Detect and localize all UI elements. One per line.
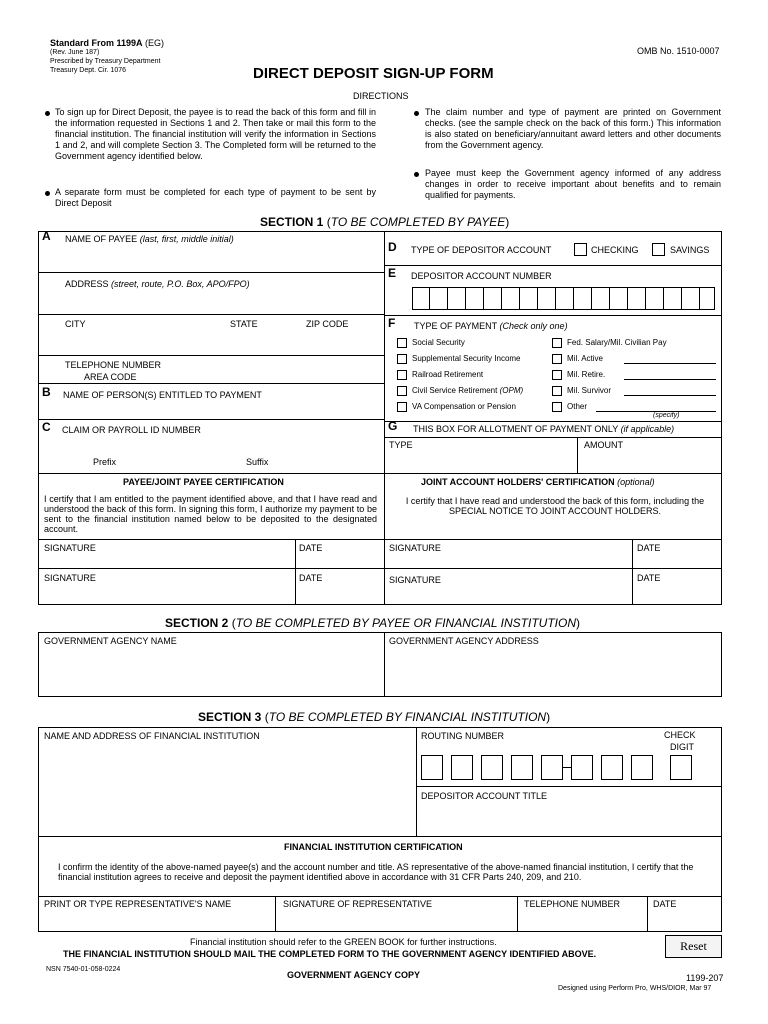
payee-name-field[interactable] <box>40 246 382 270</box>
account-number-label: DEPOSITOR ACCOUNT NUMBER <box>411 271 552 281</box>
payee-date-field-2[interactable] <box>297 585 382 603</box>
routing-digit-box[interactable] <box>541 755 563 780</box>
field-letter-b: B <box>42 385 51 399</box>
rep-telephone-label: TELEPHONE NUMBER <box>524 899 621 909</box>
routing-digit-box[interactable] <box>451 755 473 780</box>
rep-date-label: DATE <box>653 899 677 909</box>
allotment-type-label: TYPE <box>389 440 413 450</box>
fi-cert-text: I confirm the identity of the above-named payee(s) and the account number and title. AS representative of the above-named financial institution, I certify that the financial institution agrees to receive and deposit the payment identified above in accordance with 31 CFR Parts 240, 209, and 210. <box>58 862 694 882</box>
direction-right-1: The claim number and type of payment are printed on Government checks. (see the sample check on the back of this form.) This information is also stated on beneficiary/annuitant award letters and other documents from the Government agency. <box>425 107 721 150</box>
copy-label: GOVERNMENT AGENCY COPY <box>287 970 421 980</box>
social-security-checkbox[interactable] <box>397 338 407 348</box>
account-digit-cell[interactable] <box>466 287 484 309</box>
check-digit-label: CHECK <box>664 730 696 740</box>
rep-name-field[interactable] <box>40 911 273 930</box>
railroad-checkbox[interactable] <box>397 370 407 380</box>
nsn-number: NSN 7540-01-058-0224 <box>46 966 121 973</box>
payment-option-label: Mil. Active <box>567 354 604 363</box>
account-type-label: TYPE OF DEPOSITOR ACCOUNT <box>411 245 552 255</box>
bullet-icon <box>45 111 50 116</box>
mil-retire-checkbox[interactable] <box>552 370 562 380</box>
ssi-checkbox[interactable] <box>397 354 407 364</box>
mil-survivor-checkbox[interactable] <box>552 386 562 396</box>
bullet-icon <box>414 172 419 177</box>
joint-cert-title: JOINT ACCOUNT HOLDERS' CERTIFICATION (optional) <box>421 477 655 487</box>
payment-option-label: Mil. Survivor <box>567 386 612 395</box>
mil-active-line[interactable] <box>624 363 716 364</box>
omb-number: OMB No. 1510-0007 <box>637 46 720 56</box>
fi-cert-title: FINANCIAL INSTITUTION CERTIFICATION <box>284 842 463 852</box>
suffix-label: Suffix <box>246 457 269 467</box>
routing-digit-box[interactable] <box>481 755 503 780</box>
prefix-label: Prefix <box>93 457 117 467</box>
account-digit-cell[interactable] <box>412 287 430 309</box>
check-digit-box[interactable] <box>670 755 692 780</box>
payment-option-label: Mil. Retire. <box>567 370 606 379</box>
routing-digit-box[interactable] <box>511 755 533 780</box>
field-letter-a: A <box>42 229 51 243</box>
joint-signature-label: SIGNATURE <box>389 543 441 553</box>
field-letter-e: E <box>388 266 397 280</box>
account-digit-cell[interactable] <box>682 287 700 309</box>
section1-heading: SECTION 1 (TO BE COMPLETED BY PAYEE) <box>260 215 510 229</box>
account-number-cells <box>412 287 715 310</box>
allotment-type-field[interactable] <box>386 452 575 471</box>
checking-checkbox[interactable] <box>574 243 587 256</box>
revision-label: (Rev. June 187) <box>50 49 100 56</box>
city-state-zip-field[interactable] <box>40 331 382 353</box>
joint-signature-label: SIGNATURE <box>389 575 441 585</box>
zip-label: ZIP CODE <box>306 319 349 329</box>
entitled-person-label: NAME OF PERSON(S) ENTITLED TO PAYMENT <box>63 390 262 400</box>
payee-date-label: DATE <box>299 573 323 583</box>
civil-service-checkbox[interactable] <box>397 386 407 396</box>
designed-by: Designed using Perform Pro, WHS/DIOR, Mar 97 <box>558 985 712 992</box>
payment-option-label: Civil Service Retirement (OPM) <box>412 386 524 395</box>
payee-signature-field-2[interactable] <box>40 585 293 603</box>
other-checkbox[interactable] <box>552 402 562 412</box>
treasury-circular-label: Treasury Dept. Cir. 1076 <box>50 67 126 74</box>
directions-heading: DIRECTIONS <box>353 91 409 101</box>
payee-date-field[interactable] <box>297 553 382 567</box>
payee-signature-label: SIGNATURE <box>44 543 96 553</box>
agency-address-label: GOVERNMENT AGENCY ADDRESS <box>389 636 539 646</box>
direction-left-1: To sign up for Direct Deposit, the payee is to read the back of this form and fill in the information requested in Sections 1 and 2. Then take or mail this form to the financial institution. The financial institution will verify the information in Sections 1 and 2, and will complete Section 3. The Completed form will be returned to the Government agency identified below. <box>55 107 376 161</box>
address-label: ADDRESS (street, route, P.O. Box, APO/FPO) <box>65 279 250 289</box>
standard-form-label: Standard From 1199A (EG) <box>50 38 165 48</box>
fed-salary-checkbox[interactable] <box>552 338 562 348</box>
account-digit-cell[interactable] <box>538 287 556 309</box>
joint-date-field[interactable] <box>634 553 720 567</box>
green-book-note: Financial institution should refer to the GREEN BOOK for further instructions. <box>190 937 497 947</box>
payment-option-label: Social Security <box>412 338 465 347</box>
prescribed-label: Prescribed by Treasury Department <box>50 58 161 65</box>
agency-name-field[interactable] <box>40 650 382 695</box>
mil-survivor-line[interactable] <box>624 395 716 396</box>
joint-signature-field[interactable] <box>386 553 630 567</box>
account-digit-cell[interactable] <box>502 287 520 309</box>
routing-digit-box[interactable] <box>601 755 623 780</box>
mail-instruction: THE FINANCIAL INSTITUTION SHOULD MAIL THE COMPLETED FORM TO THE GOVERNMENT AGENCY IDENTIFIED ABOVE. <box>63 949 597 959</box>
payee-date-label: DATE <box>299 543 323 553</box>
fi-name-label: NAME AND ADDRESS OF FINANCIAL INSTITUTION <box>44 731 260 741</box>
account-title-label: DEPOSITOR ACCOUNT TITLE <box>421 791 548 801</box>
claim-id-field[interactable] <box>40 437 382 455</box>
entitled-person-field[interactable] <box>40 402 382 418</box>
area-code-label: AREA CODE <box>84 372 137 382</box>
rep-signature-field[interactable] <box>277 911 515 930</box>
check-digit-label-2: DIGIT <box>670 742 694 752</box>
payment-option-label: Supplemental Security Income <box>412 354 521 363</box>
bullet-icon <box>45 191 50 196</box>
field-letter-g: G <box>388 419 398 433</box>
allotment-label: THIS BOX FOR ALLOTMENT OF PAYMENT ONLY (if applicable) <box>413 424 675 434</box>
account-digit-cell[interactable] <box>646 287 664 309</box>
agency-address-field[interactable] <box>386 650 720 695</box>
allotment-amount-field[interactable] <box>579 452 720 471</box>
joint-date-label: DATE <box>637 543 661 553</box>
account-digit-cell[interactable] <box>628 287 646 309</box>
account-digit-cell[interactable] <box>430 287 448 309</box>
address-field[interactable] <box>40 291 382 312</box>
telephone-label: TELEPHONE NUMBER <box>65 360 162 370</box>
section2-heading: SECTION 2 (TO BE COMPLETED BY PAYEE OR FINANCIAL INSTITUTION) <box>165 616 580 630</box>
field-letter-f: F <box>388 316 396 330</box>
city-label: CITY <box>65 319 86 329</box>
state-label: STATE <box>230 319 258 329</box>
mil-active-checkbox[interactable] <box>552 354 562 364</box>
rep-telephone-field[interactable] <box>519 911 645 930</box>
direction-left-2: A separate form must be completed for each type of payment to be sent by Direct Deposit <box>55 187 376 208</box>
fi-name-field[interactable] <box>40 745 414 834</box>
field-letter-d: D <box>388 240 397 254</box>
account-digit-cell[interactable] <box>610 287 628 309</box>
savings-checkbox[interactable] <box>652 243 665 256</box>
payee-signature-label: SIGNATURE <box>44 573 96 583</box>
joint-date-field-2[interactable] <box>634 585 720 603</box>
rep-signature-label: SIGNATURE OF REPRESENTATIVE <box>283 899 433 909</box>
form-number: 1199-207 <box>686 973 724 983</box>
payee-signature-field[interactable] <box>40 553 293 567</box>
claim-id-label: CLAIM OR PAYROLL ID NUMBER <box>62 425 201 435</box>
direction-right-2: Payee must keep the Government agency informed of any address changes in order to receive important about benefits and to remain qualified for payments. <box>425 168 721 200</box>
account-title-field[interactable] <box>418 804 720 834</box>
routing-digit-box[interactable] <box>421 755 443 780</box>
routing-digit-box[interactable] <box>571 755 593 780</box>
checking-label: CHECKING <box>591 245 639 255</box>
routing-number-label: ROUTING NUMBER <box>421 731 504 741</box>
routing-digit-box[interactable] <box>631 755 653 780</box>
account-digit-cell[interactable] <box>448 287 466 309</box>
specify-label: (specify) <box>653 412 680 419</box>
account-digit-cell[interactable] <box>574 287 592 309</box>
form-title: DIRECT DEPOSIT SIGN-UP FORM <box>253 65 494 82</box>
section3-heading: SECTION 3 (TO BE COMPLETED BY FINANCIAL INSTITUTION) <box>198 710 551 724</box>
allotment-amount-label: AMOUNT <box>584 440 623 450</box>
rep-name-label: PRINT OR TYPE REPRESENTATIVE'S NAME <box>44 899 232 909</box>
payee-cert-text: I certify that I am entitled to the payment identified above, and that I have read and understood the back of this form. In signing this form, I authorize my payment to be sent to the financial institution named below to be deposited to the designated account. <box>44 494 377 534</box>
bullet-icon <box>414 111 419 116</box>
payee-cert-title: PAYEE/JOINT PAYEE CERTIFICATION <box>123 477 284 487</box>
account-digit-cell[interactable] <box>592 287 610 309</box>
payment-option-label: Other <box>567 402 588 411</box>
mil-retire-line[interactable] <box>624 379 716 380</box>
account-digit-cell[interactable] <box>664 287 682 309</box>
agency-name-label: GOVERNMENT AGENCY NAME <box>44 636 177 646</box>
savings-label: SAVINGS <box>670 245 710 255</box>
payment-type-label: TYPE OF PAYMENT (Check only one) <box>414 321 568 331</box>
reset-button[interactable]: Reset <box>665 935 722 958</box>
account-digit-cell[interactable] <box>484 287 502 309</box>
account-digit-cell[interactable] <box>520 287 538 309</box>
payment-option-label: Railroad Retirement <box>412 370 484 379</box>
rep-date-field[interactable] <box>649 911 720 930</box>
payment-option-label: VA Compensation or Pension <box>412 402 516 411</box>
va-checkbox[interactable] <box>397 402 407 412</box>
routing-separator <box>563 767 571 768</box>
payee-name-label: NAME OF PAYEE (last, first, middle initial) <box>65 234 234 244</box>
joint-date-label: DATE <box>637 573 661 583</box>
joint-cert-text: I certify that I have read and understood the back of this form, including the SPECIAL NOTICE TO JOINT ACCOUNT HOLDERS. <box>405 496 705 516</box>
payment-option-label: Fed. Salary/Mil. Civilian Pay <box>567 338 667 347</box>
field-letter-c: C <box>42 420 51 434</box>
joint-signature-field-2[interactable] <box>386 587 630 603</box>
account-digit-cell[interactable] <box>556 287 574 309</box>
